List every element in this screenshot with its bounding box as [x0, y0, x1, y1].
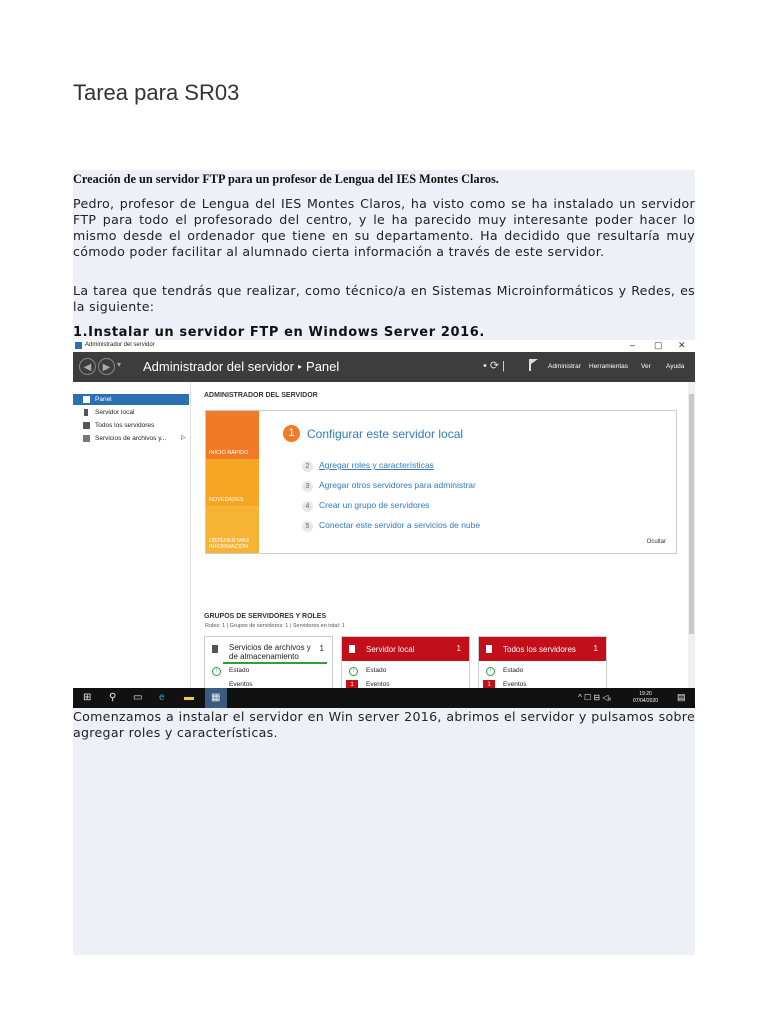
server-manager-taskbar-icon[interactable]: ▦: [211, 692, 221, 703]
document-title: Tarea para SR03: [73, 80, 240, 105]
tile-header: [205, 637, 332, 661]
configure-local-server-link[interactable]: Configurar este servidor local: [307, 427, 464, 441]
tile-header: [342, 637, 469, 661]
window-title: Administrador del servidor: [85, 342, 155, 348]
sidebar-item-local-server[interactable]: [73, 407, 189, 418]
tile-count: 1: [456, 644, 461, 653]
dashboard-icon: [83, 396, 90, 403]
groups-title: GRUPOS DE SERVIDORES Y ROLES: [204, 613, 327, 620]
file-explorer-icon[interactable]: ▬: [184, 692, 194, 703]
tile-title: Servicios de archivos y de almacenamiento: [229, 643, 311, 661]
tile-title: Todos los servidores: [503, 645, 576, 654]
history-dropdown-icon[interactable]: ▾: [117, 360, 122, 369]
tile-count: 1: [319, 644, 324, 653]
sidebar-item-all-servers[interactable]: [73, 420, 189, 431]
clock-time: 19:20: [639, 691, 652, 697]
breadcrumb-app[interactable]: Administrador del servidor: [143, 359, 295, 374]
learn-more-tab[interactable]: OBTENER MÁS INFORMACIÓN: [206, 506, 259, 553]
clock-date: 07/04/2020: [633, 698, 659, 704]
tile-row-eventos[interactable]: Eventos: [366, 681, 390, 688]
tile-header: [479, 637, 606, 661]
alert-count-badge: 1: [483, 680, 495, 689]
menu-ayuda[interactable]: Ayuda: [666, 363, 685, 370]
quick-start-panel: [205, 410, 677, 554]
servers-icon: [83, 422, 90, 429]
task-view-icon[interactable]: ▭: [133, 692, 143, 703]
menu-ver[interactable]: Ver: [641, 363, 651, 370]
file-services-icon: [83, 435, 90, 442]
sidebar-item-file-services[interactable]: [73, 433, 189, 444]
tile-count: 1: [593, 644, 598, 653]
tile-row-eventos[interactable]: Eventos: [229, 681, 253, 688]
window-titlebar: [73, 340, 695, 352]
groups-subtitle: Roles: 1 | Grupos de servidores: 1 | Servidores en total: 1: [205, 623, 345, 629]
step-number-1: 1: [283, 425, 300, 442]
paragraph-intro: Pedro, profesor de Lengua del IES Montes Claros, ha visto como se ha instalado un servidor FTP para todo el profesorado del centro, y le ha parecido muy interesante poder hacer lo mismo desde el ordenador que tiene en su departamento. Ha decidido que resultaría muy cómodo poder facilitar al alumnado cierta información a través de este servidor.: [73, 196, 695, 259]
taskbar-clock[interactable]: [633, 691, 658, 705]
step-heading: 1.Instalar un servidor FTP en Windows Server 2016.: [73, 325, 485, 340]
servers-icon: [486, 645, 492, 653]
forward-button[interactable]: ▶: [98, 358, 115, 375]
start-windows-icon[interactable]: ⊞: [83, 692, 92, 703]
whats-new-tab[interactable]: NOVEDADES: [206, 459, 259, 506]
scrollbar-thumb[interactable]: [689, 394, 694, 634]
paragraph-task: La tarea que tendrás que realizar, como técnico/a en Sistemas Microinformáticos y Redes, es la siguiente:: [73, 283, 695, 314]
internet-explorer-icon[interactable]: e: [159, 692, 165, 703]
welcome-title: ADMINISTRADOR DEL SERVIDOR: [204, 392, 318, 399]
server-icon: [349, 645, 355, 653]
breadcrumb: [143, 359, 339, 374]
breadcrumb-separator: ▸: [298, 362, 303, 371]
alert-count-badge: 1: [346, 680, 358, 689]
maximize-button[interactable]: ▢: [654, 340, 663, 350]
add-servers-link[interactable]: 3 Agregar otros servidores para administrar: [302, 480, 476, 492]
windows-taskbar: [73, 688, 695, 708]
paragraph-instructions: Comenzamos a instalar el servidor en Win server 2016, abrimos el servidor y pulsamos sobre agregar roles y características.: [73, 709, 695, 740]
navigation-bar: [73, 352, 695, 382]
sidebar-item-label: Todos los servidores: [95, 422, 155, 429]
tile-row-estado[interactable]: Estado: [229, 667, 250, 674]
status-ok-icon: ↑: [212, 667, 221, 676]
menu-administrar[interactable]: Administrar: [548, 363, 581, 370]
close-button[interactable]: ✕: [678, 340, 686, 350]
notification-center-icon[interactable]: ▤: [677, 692, 686, 702]
sidebar-item-label: Servidor local: [95, 409, 135, 416]
minimize-button[interactable]: –: [630, 340, 636, 350]
connect-cloud-link[interactable]: 5 Conectar este servidor a servicios de nube: [302, 520, 480, 532]
tile-title: Servidor local: [366, 645, 415, 654]
tile-row-estado[interactable]: Estado: [366, 667, 387, 674]
hide-link[interactable]: Ocultar: [646, 539, 666, 545]
breadcrumb-page: Panel: [306, 359, 340, 374]
sidebar-item-panel[interactable]: [73, 394, 189, 405]
create-server-group-link[interactable]: 4 Crear un grupo de servidores: [302, 500, 430, 512]
notifications-flag-icon[interactable]: [529, 359, 531, 371]
sidebar-item-label: Servicios de archivos y...: [95, 435, 167, 442]
tile-row-eventos[interactable]: Eventos: [503, 681, 527, 688]
sidebar-item-label: Panel: [95, 396, 112, 403]
menu-herramientas[interactable]: Herramientas: [589, 363, 629, 370]
refresh-icon[interactable]: • ⟳ |: [483, 360, 506, 372]
dashboard-main: [191, 382, 688, 688]
server-manager-icon: [75, 342, 82, 349]
server-manager-screenshot: [73, 340, 695, 708]
status-ok-icon: ↑: [349, 667, 358, 676]
status-ok-icon: ↑: [486, 667, 495, 676]
server-icon: [84, 409, 88, 416]
tile-row-estado[interactable]: Estado: [503, 667, 524, 674]
expand-arrow-icon[interactable]: ▷: [181, 435, 186, 441]
quick-start-tab[interactable]: INICIO RÁPIDO: [206, 411, 259, 459]
back-button[interactable]: ◀: [79, 358, 96, 375]
tray-icons[interactable]: ^ ☐ ⊟ ◁ₓ: [578, 693, 612, 702]
sidebar: [73, 382, 191, 688]
file-services-icon: [212, 645, 218, 653]
add-roles-link[interactable]: 2 Agregar roles y características: [302, 460, 434, 472]
document-heading: Creación de un servidor FTP para un profesor de Lengua del IES Montes Claros.: [73, 172, 499, 186]
main-scrollbar[interactable]: [688, 382, 695, 688]
search-icon[interactable]: ⚲: [109, 692, 117, 703]
status-ok-underline: [223, 662, 327, 664]
